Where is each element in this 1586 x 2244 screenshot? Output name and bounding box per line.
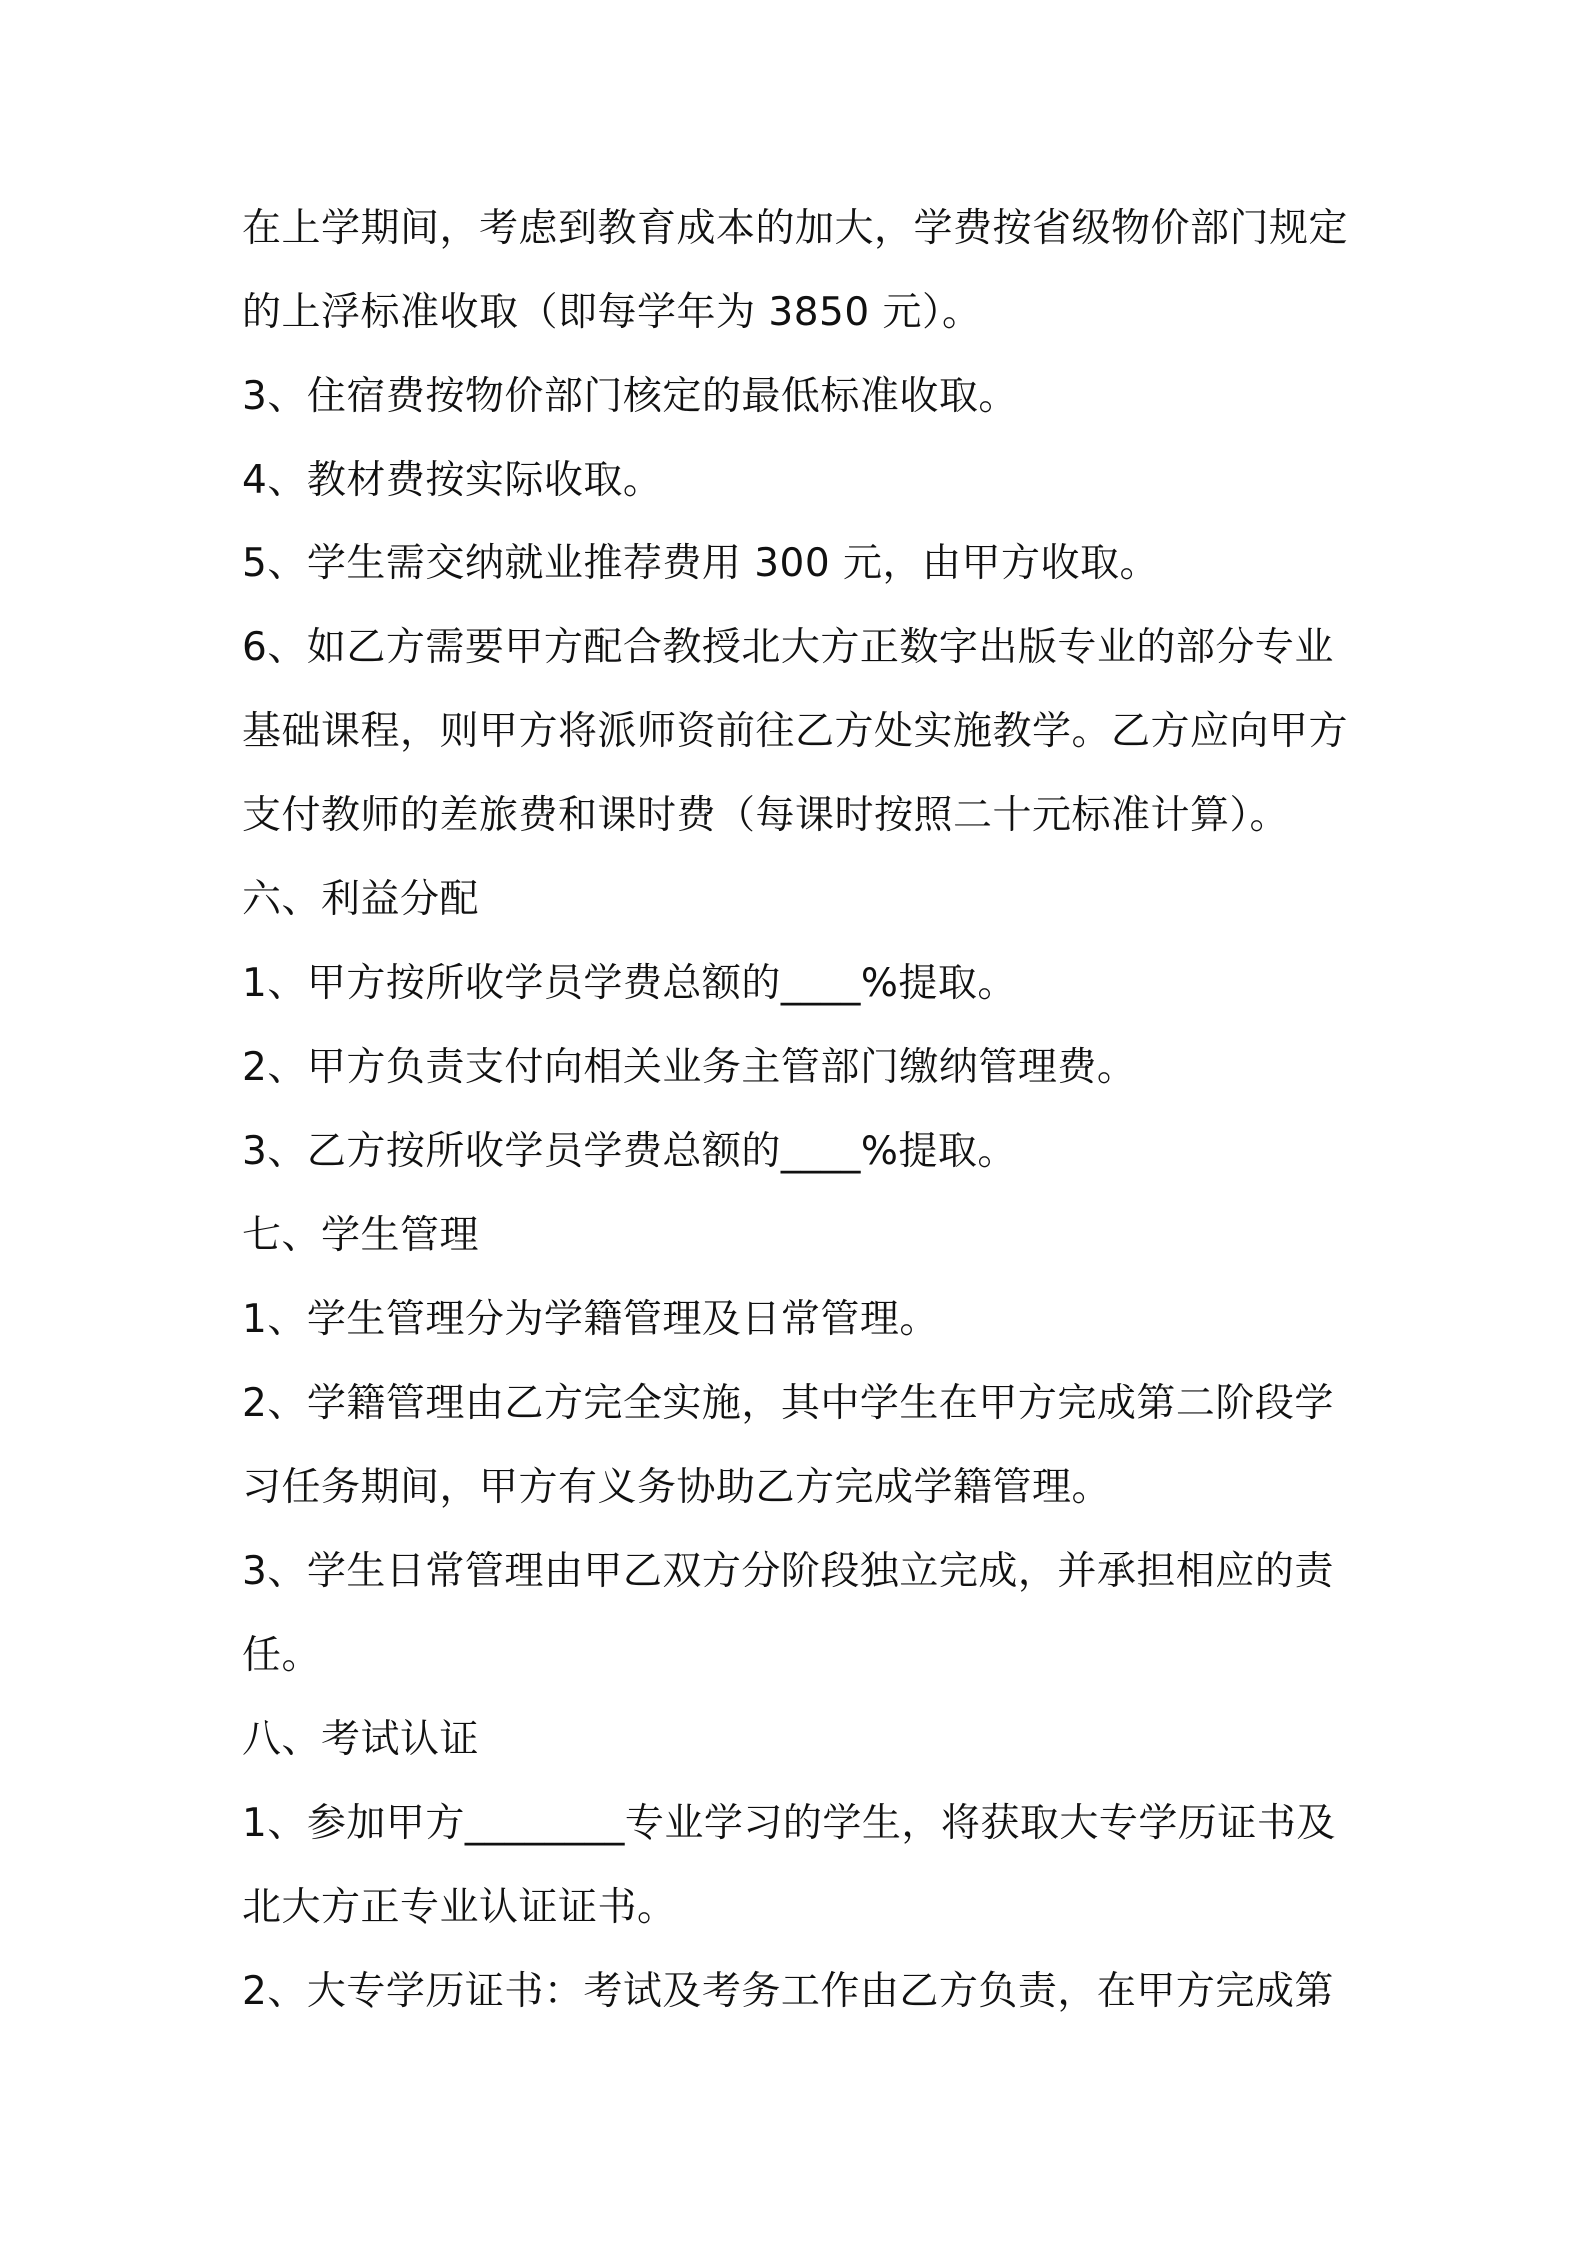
text-line: 基础课程，则甲方将派师资前往乙方处实施教学。乙方应向甲方: [242, 709, 1349, 754]
text-line: 北大方正专业认证证书。: [242, 1885, 677, 1930]
text-line: 2、大专学历证书：考试及考务工作由乙方负责，在甲方完成第: [242, 1969, 1334, 2014]
text-line: 3、学生日常管理由甲乙双方分阶段独立完成，并承担相应的责: [242, 1549, 1334, 1594]
text-line: 3、乙方按所收学员学费总额的____%提取。: [242, 1129, 1017, 1174]
section-heading: 七、学生管理: [242, 1213, 480, 1258]
text-line: 1、参加甲方________专业学习的学生，将获取大专学历证书及: [242, 1801, 1336, 1846]
section-heading: 八、考试认证: [242, 1717, 480, 1762]
text-line: 任。: [242, 1633, 322, 1678]
text-line: 2、学籍管理由乙方完全实施，其中学生在甲方完成第二阶段学: [242, 1381, 1334, 1426]
text-line: 的上浮标准收取（即每学年为 3850 元）。: [242, 290, 982, 335]
text-line: 6、如乙方需要甲方配合教授北大方正数字出版专业的部分专业: [242, 625, 1334, 670]
text-line: 习任务期间，甲方有义务协助乙方完成学籍管理。: [242, 1465, 1112, 1510]
text-line: 1、甲方按所收学员学费总额的____%提取。: [242, 961, 1017, 1006]
text-line: 1、学生管理分为学籍管理及日常管理。: [242, 1297, 939, 1342]
section-heading: 六、利益分配: [242, 877, 480, 922]
text-line: 2、甲方负责支付向相关业务主管部门缴纳管理费。: [242, 1045, 1137, 1090]
text-line: 3、住宿费按物价部门核定的最低标准收取。: [242, 374, 1018, 419]
text-line: 在上学期间，考虑到教育成本的加大，学费按省级物价部门规定: [242, 206, 1349, 251]
text-line: 4、教材费按实际收取。: [242, 458, 663, 503]
text-line: 支付教师的差旅费和课时费（每课时按照二十元标准计算）。: [242, 793, 1290, 838]
text-line: 5、学生需交纳就业推荐费用 300 元，由甲方收取。: [242, 541, 1160, 586]
